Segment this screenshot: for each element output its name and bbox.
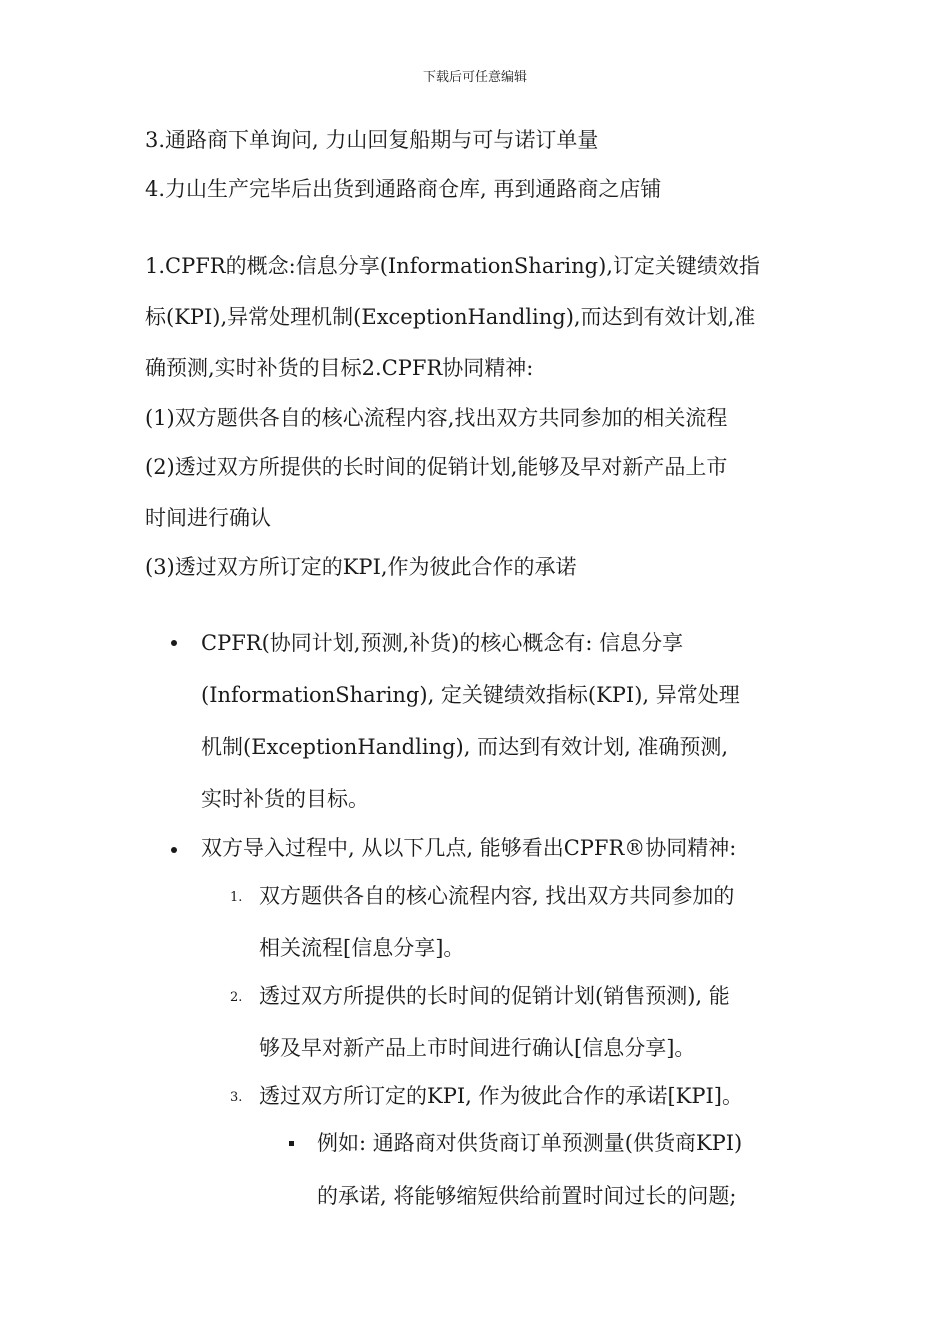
sub-bullet-line: 的承诺, 将能够缩短供给前置时间过长的问题; — [317, 1184, 737, 1208]
bullet-dot — [171, 640, 177, 646]
list-number: 2. — [230, 990, 243, 1005]
paragraph-line: 确预测,实时补货的目标2.CPFR协同精神: — [145, 356, 534, 380]
numbered-line: 透过双方所订定的KPI, 作为彼此合作的承诺[KPI]。 — [259, 1084, 743, 1108]
paragraph-line: 1.CPFR的概念:信息分享(InformationSharing),订定关键绩效指 — [145, 254, 760, 278]
page-header: 下载后可任意编辑 — [422, 70, 527, 85]
sub-bullet-line: 例如: 通路商对供货商订单预测量(供货商KPI) — [317, 1131, 743, 1155]
numbered-line: 透过双方所提供的长时间的促销计划(销售预测), 能 — [259, 984, 730, 1008]
list-number: 1. — [230, 890, 243, 905]
paragraph-line: (2)透过双方所提供的长时间的促销计划,能够及早对新产品上市 — [145, 455, 728, 479]
bullet-line: 机制(ExceptionHandling), 而达到有效计划, 准确预测, — [201, 735, 729, 759]
bullet-line: 实时补货的目标。 — [201, 787, 369, 811]
bullet-dot — [171, 847, 177, 853]
bullet-line: CPFR(协同计划,预测,补货)的核心概念有: 信息分享 — [201, 631, 684, 655]
numbered-line: 够及早对新产品上市时间进行确认[信息分享]。 — [259, 1036, 696, 1060]
paragraph-line: (3)透过双方所订定的KPI,作为彼此合作的承诺 — [145, 555, 577, 579]
intro-line: 4.力山生产完毕后出货到通路商仓库, 再到通路商之店铺 — [145, 177, 662, 201]
list-number: 3. — [230, 1090, 243, 1105]
paragraph-line: 标(KPI),异常处理机制(ExceptionHandling),而达到有效计划,准 — [145, 305, 756, 329]
sub-bullet-square — [289, 1141, 294, 1146]
numbered-line: 相关流程[信息分享]。 — [259, 936, 465, 960]
intro-line: 3.通路商下单询问, 力山回复船期与可与诺订单量 — [145, 128, 599, 152]
bullet-line: 双方导入过程中, 从以下几点, 能够看出CPFR®协同精神: — [201, 836, 737, 860]
paragraph-line: 时间进行确认 — [145, 506, 271, 530]
bullet-line: (InformationSharing), 定关键绩效指标(KPI), 异常处理 — [201, 683, 740, 707]
numbered-line: 双方题供各自的核心流程内容, 找出双方共同参加的 — [259, 884, 735, 908]
paragraph-line: (1)双方题供各自的核心流程内容,找出双方共同参加的相关流程 — [145, 406, 728, 430]
